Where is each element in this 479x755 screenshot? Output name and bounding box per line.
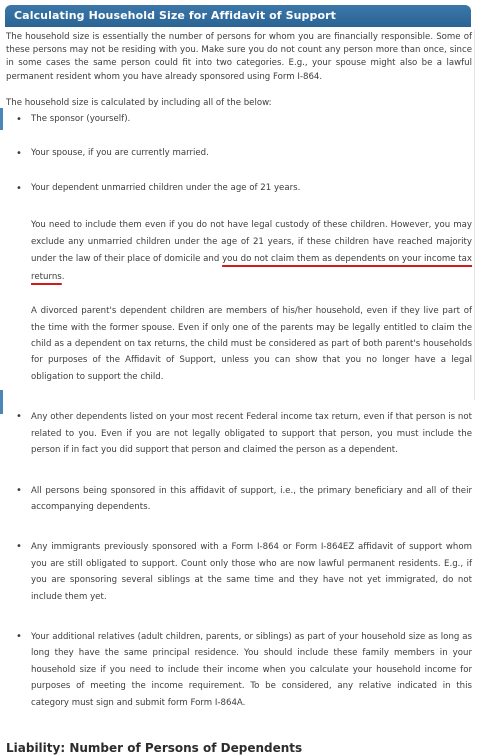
list-item-text: All persons being sponsored in this affidavit of support, i.e., the primary beneficiary and all of their accompanying dependents. xyxy=(31,485,472,512)
children-detail: You need to include them even if you do not have legal custody of these children. However, you may exclude any unmarried children under the age of 21 years, if these children have reached majority under the law of their place of domicile and you do not claim them as dependents on your income tax returns. xyxy=(31,219,472,282)
section-header xyxy=(5,5,471,27)
divorced-parent-detail: A divorced parent's dependent children are members of his/her household, even if they live part of the time with the former spouse. Even if only one of the parents may be legally entitled to claim the child as a dependent on tax returns, the child must be considered as part of both parent's households for purposes of the Affidavit of Support, unless you can show that you no longer have a legal obligation to support the child. xyxy=(31,306,472,382)
list-item xyxy=(6,629,472,711)
list-item xyxy=(6,483,472,516)
list-item-text: Your additional relatives (adult children, parents, or siblings) as part of your household size as long as long they have the same principal residence. You should include these family members in your household size if you need to include their income when you calculate your household income for purposes of meeting the income requirement. To be considered, any relative indicated in this category must sign and submit form Form I-864A. xyxy=(31,631,472,708)
list-item-text: Any immigrants previously sponsored with a Form I-864 or Form I-864EZ affidavit of support whom you are still obligated to support. Count only those who are now lawful permanent residents. E.g., if you are sponsoring several siblings at the same time and they have not yet immigrated, do not include them yet. xyxy=(31,542,472,602)
intro-paragraph: The household size is essentially the number of persons for whom you are financially responsible. Some of these persons may not be residing with you. Make sure you do not count any person more than once, since in some cases the same person could fit into two categories. E.g., your spouse might also be a lawful permanent resident whom you have already sponsored using Form I-864. xyxy=(6,32,472,82)
divider xyxy=(474,30,475,400)
household-list-continued xyxy=(6,409,472,711)
list-item-text: Your spouse, if you are currently married. xyxy=(31,148,209,159)
list-item xyxy=(6,113,472,126)
highlighted-text: you do not claim them as dependents on your income tax returns xyxy=(31,254,472,282)
left-accent xyxy=(0,108,3,130)
list-lead: The household size is calculated by including all of the below: xyxy=(6,97,272,108)
list-item-text: The sponsor (yourself). xyxy=(31,114,131,125)
list-item-text: Any other dependents listed on your most recent Federal income tax return, even if that person is not related to you. Even if you are not legally obligated to support that person, you must include the person if in fact you did support that person and claimed the person as a dependent. xyxy=(31,412,472,456)
article-body xyxy=(6,31,472,711)
list-item xyxy=(6,409,472,458)
list-item-text: Your dependent unmarried children under the age of 21 years. xyxy=(31,183,301,194)
next-section-heading: Liability: Number of Persons of Dependents xyxy=(6,741,303,755)
list-item xyxy=(6,147,472,160)
household-list xyxy=(6,113,472,196)
left-accent xyxy=(0,390,3,414)
list-item xyxy=(6,182,472,195)
section-title: Calculating Household Size for Affidavit of Support xyxy=(14,9,337,22)
list-item xyxy=(6,539,472,605)
